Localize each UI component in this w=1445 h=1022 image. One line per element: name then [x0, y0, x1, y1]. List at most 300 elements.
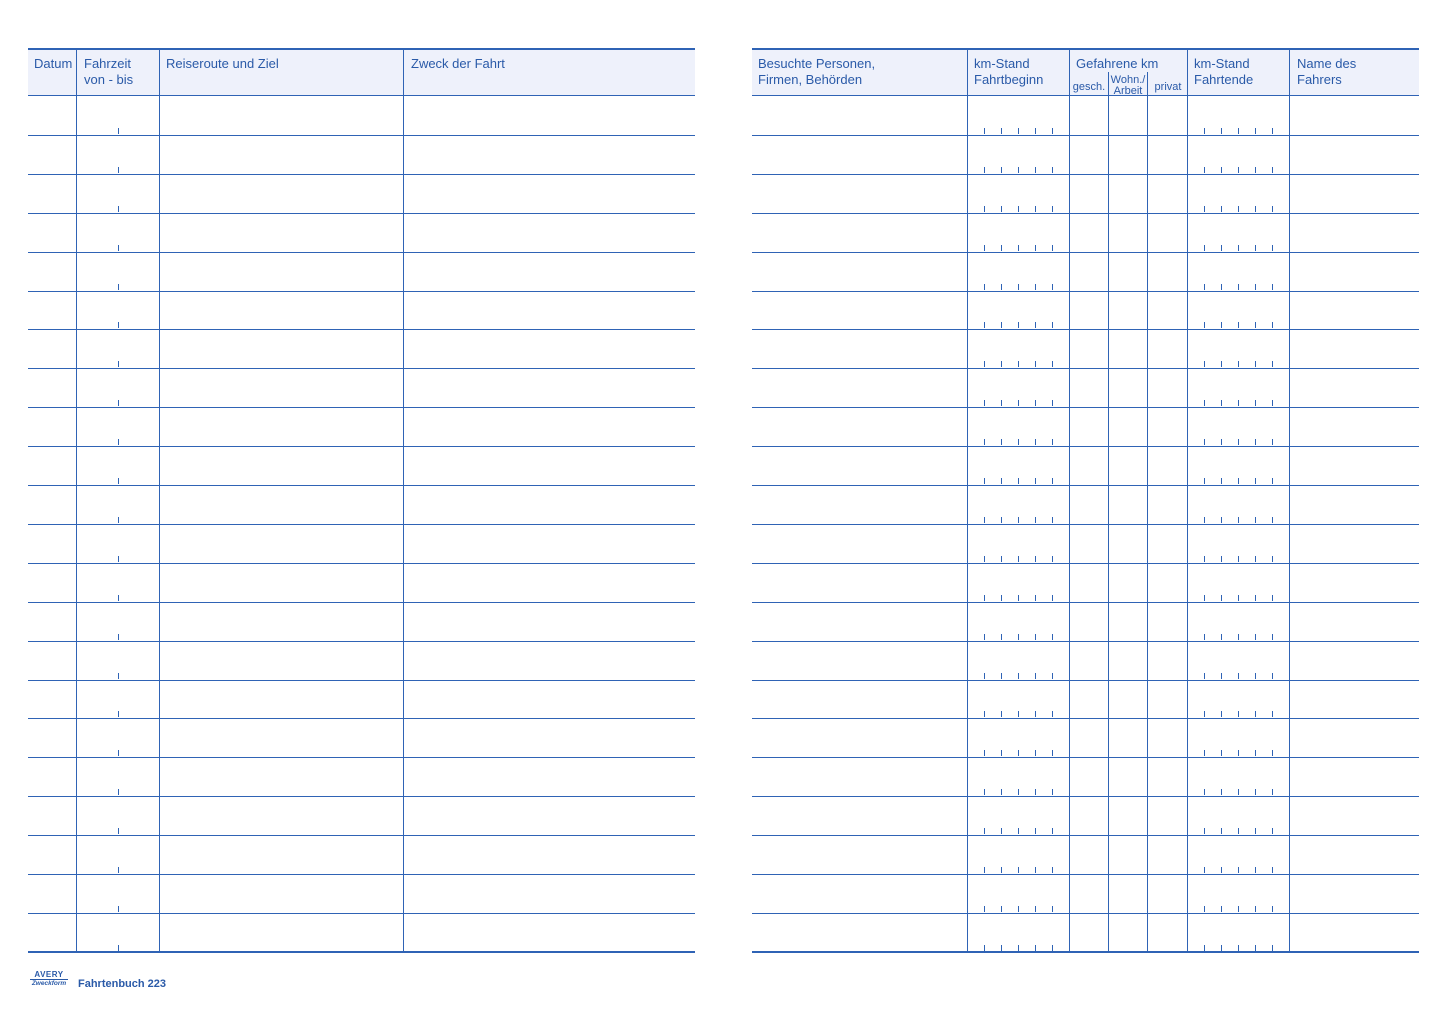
right-row-line [752, 718, 1419, 719]
km-ende-tick-mark [1255, 400, 1256, 406]
km-ende-tick-mark [1221, 711, 1222, 717]
km-ende-tick-mark [1204, 867, 1205, 873]
right-row-line [752, 135, 1419, 136]
km-ende-tick-mark [1238, 439, 1239, 445]
fahrzeit-tick-mark [118, 673, 119, 679]
km-beginn-tick-mark [1001, 595, 1002, 601]
km-ende-tick-mark [1255, 867, 1256, 873]
km-ende-tick-mark [1204, 361, 1205, 367]
right-column-divider [1069, 50, 1070, 952]
km-ende-tick-mark [1272, 361, 1273, 367]
left-row-line [28, 407, 695, 408]
km-beginn-tick-mark [1052, 595, 1053, 601]
right-row-line [752, 757, 1419, 758]
km-ende-tick-mark [1238, 595, 1239, 601]
km-ende-tick-mark [1221, 828, 1222, 834]
km-beginn-tick-mark [1018, 439, 1019, 445]
km-ende-tick-mark [1238, 906, 1239, 912]
km-ende-tick-mark [1204, 322, 1205, 328]
km-beginn-tick-mark [1035, 750, 1036, 756]
km-ende-tick-mark [1255, 673, 1256, 679]
right-row-line [752, 368, 1419, 369]
km-ende-tick-mark [1255, 595, 1256, 601]
km-beginn-tick-mark [1035, 867, 1036, 873]
right-column-divider [967, 50, 968, 952]
km-beginn-tick-mark [1001, 789, 1002, 795]
km-beginn-tick-mark [1052, 322, 1053, 328]
km-beginn-tick-mark [1001, 556, 1002, 562]
km-ende-tick-mark [1272, 167, 1273, 173]
km-ende-tick-mark [1204, 595, 1205, 601]
left-row-line [28, 524, 695, 525]
km-ende-tick-mark [1204, 945, 1205, 951]
right-row-line [752, 213, 1419, 214]
km-beginn-tick-mark [1001, 206, 1002, 212]
km-beginn-tick-mark [1035, 789, 1036, 795]
km-beginn-tick-mark [1018, 517, 1019, 523]
km-ende-tick-mark [1272, 673, 1273, 679]
left-row-line [28, 835, 695, 836]
km-beginn-tick-mark [984, 439, 985, 445]
km-beginn-tick-mark [1052, 711, 1053, 717]
left-table-header [28, 48, 695, 96]
km-beginn-tick-mark [1001, 361, 1002, 367]
km-beginn-tick-mark [1035, 711, 1036, 717]
km-beginn-tick-mark [984, 245, 985, 251]
km-beginn-tick-mark [1035, 284, 1036, 290]
avery-zweckform-logo: AVERY Zweckform [31, 970, 67, 987]
km-ende-tick-mark [1238, 867, 1239, 873]
km-beginn-tick-mark [1035, 206, 1036, 212]
header-zweck: Zweck der Fahrt [411, 56, 505, 71]
km-beginn-tick-mark [1035, 245, 1036, 251]
km-ende-tick-mark [1221, 322, 1222, 328]
left-row-line [28, 329, 695, 330]
km-beginn-tick-mark [1018, 750, 1019, 756]
fahrzeit-tick-mark [118, 828, 119, 834]
fahrzeit-tick-mark [118, 478, 119, 484]
km-beginn-tick-mark [1001, 750, 1002, 756]
km-ende-tick-mark [1255, 556, 1256, 562]
km-ende-tick-mark [1204, 517, 1205, 523]
km-beginn-tick-mark [1018, 284, 1019, 290]
fahrzeit-tick-mark [118, 634, 119, 640]
left-row-line [28, 135, 695, 136]
km-beginn-tick-mark [1035, 906, 1036, 912]
km-ende-tick-mark [1272, 322, 1273, 328]
km-ende-tick-mark [1255, 167, 1256, 173]
header-km-stand-beginn: km-Stand Fahrtbeginn [974, 56, 1044, 87]
km-beginn-tick-mark [1018, 167, 1019, 173]
km-beginn-tick-mark [1035, 400, 1036, 406]
km-beginn-tick-mark [984, 828, 985, 834]
km-beginn-tick-mark [984, 361, 985, 367]
km-ende-tick-mark [1272, 750, 1273, 756]
km-ende-tick-mark [1204, 245, 1205, 251]
header-besuchte-personen: Besuchte Personen, Firmen, Behörden [758, 56, 876, 87]
km-beginn-tick-mark [1018, 206, 1019, 212]
km-beginn-tick-mark [984, 945, 985, 951]
fahrzeit-tick-mark [118, 750, 119, 756]
km-ende-tick-mark [1255, 478, 1256, 484]
header-fahrzeit: Fahrzeit von - bis [84, 56, 134, 87]
header-name-fahrer: Name des Fahrers [1297, 56, 1357, 87]
km-beginn-tick-mark [1052, 828, 1053, 834]
km-ende-tick-mark [1238, 711, 1239, 717]
km-ende-tick-mark [1238, 517, 1239, 523]
km-ende-tick-mark [1221, 789, 1222, 795]
km-beginn-tick-mark [984, 789, 985, 795]
km-beginn-tick-mark [1001, 245, 1002, 251]
left-row-line [28, 252, 695, 253]
km-ende-tick-mark [1272, 789, 1273, 795]
km-ende-tick-mark [1255, 634, 1256, 640]
km-beginn-tick-mark [1001, 284, 1002, 290]
km-beginn-tick-mark [984, 634, 985, 640]
km-ende-tick-mark [1238, 400, 1239, 406]
km-beginn-tick-mark [1035, 634, 1036, 640]
km-beginn-tick-mark [1052, 906, 1053, 912]
km-ende-tick-mark [1204, 128, 1205, 134]
km-ende-tick-mark [1238, 322, 1239, 328]
km-beginn-tick-mark [984, 595, 985, 601]
left-row-line [28, 913, 695, 914]
km-ende-tick-mark [1255, 284, 1256, 290]
km-ende-tick-mark [1221, 517, 1222, 523]
km-ende-tick-mark [1238, 361, 1239, 367]
left-column-divider [403, 50, 404, 952]
fahrzeit-tick-mark [118, 789, 119, 795]
left-row-line [28, 291, 695, 292]
gefahrene-km-sub-column-divider [1108, 72, 1109, 952]
km-ende-tick-mark [1272, 595, 1273, 601]
km-beginn-tick-mark [984, 750, 985, 756]
km-beginn-tick-mark [1035, 361, 1036, 367]
km-ende-tick-mark [1272, 517, 1273, 523]
km-ende-tick-mark [1238, 206, 1239, 212]
km-beginn-tick-mark [1001, 711, 1002, 717]
left-column-divider [159, 50, 160, 952]
right-row-line [752, 174, 1419, 175]
km-beginn-tick-mark [1052, 400, 1053, 406]
left-row-line [28, 368, 695, 369]
header-sub-gesch: gesch. [1072, 81, 1106, 93]
km-beginn-tick-mark [1018, 945, 1019, 951]
km-ende-tick-mark [1238, 945, 1239, 951]
km-beginn-tick-mark [1052, 128, 1053, 134]
km-ende-tick-mark [1238, 478, 1239, 484]
km-ende-tick-mark [1238, 750, 1239, 756]
km-beginn-tick-mark [1035, 478, 1036, 484]
km-beginn-tick-mark [1035, 517, 1036, 523]
km-beginn-tick-mark [1052, 750, 1053, 756]
left-row-line [28, 680, 695, 681]
km-beginn-tick-mark [1018, 711, 1019, 717]
km-beginn-tick-mark [984, 284, 985, 290]
left-row-line [28, 757, 695, 758]
km-ende-tick-mark [1272, 828, 1273, 834]
km-beginn-tick-mark [1018, 789, 1019, 795]
header-reiseroute: Reiseroute und Ziel [166, 56, 279, 71]
km-beginn-tick-mark [1035, 322, 1036, 328]
left-row-line [28, 446, 695, 447]
km-ende-tick-mark [1238, 245, 1239, 251]
km-ende-tick-mark [1204, 906, 1205, 912]
header-sub-privat: privat [1154, 81, 1182, 93]
fahrzeit-tick-mark [118, 206, 119, 212]
km-ende-tick-mark [1255, 828, 1256, 834]
km-ende-tick-mark [1221, 867, 1222, 873]
km-ende-tick-mark [1204, 439, 1205, 445]
km-ende-tick-mark [1221, 439, 1222, 445]
fahrzeit-tick-mark [118, 711, 119, 717]
km-beginn-tick-mark [1001, 439, 1002, 445]
km-ende-tick-mark [1272, 400, 1273, 406]
km-beginn-tick-mark [984, 167, 985, 173]
km-beginn-tick-mark [1018, 400, 1019, 406]
km-beginn-tick-mark [1052, 245, 1053, 251]
km-beginn-tick-mark [1001, 400, 1002, 406]
km-ende-tick-mark [1204, 750, 1205, 756]
km-beginn-tick-mark [1052, 867, 1053, 873]
km-beginn-tick-mark [1052, 789, 1053, 795]
right-row-line [752, 874, 1419, 875]
header-datum: Datum [34, 56, 73, 71]
km-beginn-tick-mark [1035, 595, 1036, 601]
right-row-line [752, 407, 1419, 408]
km-ende-tick-mark [1204, 206, 1205, 212]
km-beginn-tick-mark [1052, 556, 1053, 562]
fahrzeit-tick-mark [118, 322, 119, 328]
km-ende-tick-mark [1238, 673, 1239, 679]
footer-title: Fahrtenbuch 223 [78, 978, 167, 990]
km-beginn-tick-mark [1035, 439, 1036, 445]
km-beginn-tick-mark [1052, 634, 1053, 640]
km-beginn-tick-mark [984, 478, 985, 484]
km-beginn-tick-mark [1001, 945, 1002, 951]
km-beginn-tick-mark [1018, 595, 1019, 601]
km-ende-tick-mark [1204, 828, 1205, 834]
right-row-line [752, 524, 1419, 525]
km-beginn-tick-mark [1035, 167, 1036, 173]
fahrzeit-tick-mark [118, 439, 119, 445]
km-ende-tick-mark [1204, 167, 1205, 173]
km-beginn-tick-mark [1035, 945, 1036, 951]
fahrzeit-tick-mark [118, 284, 119, 290]
km-beginn-tick-mark [1001, 517, 1002, 523]
km-ende-tick-mark [1272, 945, 1273, 951]
km-ende-tick-mark [1238, 828, 1239, 834]
km-ende-tick-mark [1238, 556, 1239, 562]
km-beginn-tick-mark [1018, 673, 1019, 679]
km-ende-tick-mark [1255, 789, 1256, 795]
km-beginn-tick-mark [1018, 634, 1019, 640]
km-ende-tick-mark [1272, 128, 1273, 134]
km-beginn-tick-mark [1001, 128, 1002, 134]
right-row-line [752, 680, 1419, 681]
km-ende-tick-mark [1272, 284, 1273, 290]
fahrzeit-tick-mark [118, 906, 119, 912]
km-beginn-tick-mark [1035, 828, 1036, 834]
fahrzeit-tick-mark [118, 128, 119, 134]
km-beginn-tick-mark [984, 322, 985, 328]
km-beginn-tick-mark [1001, 673, 1002, 679]
km-ende-tick-mark [1221, 400, 1222, 406]
km-beginn-tick-mark [1001, 867, 1002, 873]
km-beginn-tick-mark [1018, 361, 1019, 367]
fahrzeit-tick-mark [118, 867, 119, 873]
km-beginn-tick-mark [984, 517, 985, 523]
km-ende-tick-mark [1255, 439, 1256, 445]
left-table-rows [28, 96, 695, 952]
km-ende-tick-mark [1221, 361, 1222, 367]
km-ende-tick-mark [1204, 400, 1205, 406]
km-ende-tick-mark [1238, 167, 1239, 173]
km-ende-tick-mark [1272, 206, 1273, 212]
fahrzeit-tick-mark [118, 517, 119, 523]
km-ende-tick-mark [1272, 556, 1273, 562]
km-ende-tick-mark [1221, 284, 1222, 290]
header-gefahrene-km: Gefahrene km [1076, 56, 1159, 71]
km-beginn-tick-mark [1052, 673, 1053, 679]
km-ende-tick-mark [1221, 750, 1222, 756]
km-ende-tick-mark [1255, 906, 1256, 912]
left-row-line [28, 485, 695, 486]
km-ende-tick-mark [1255, 517, 1256, 523]
header-sub-wohn-arbeit: Wohn./ Arbeit [1110, 74, 1146, 97]
right-row-line [752, 446, 1419, 447]
right-row-line [752, 485, 1419, 486]
km-ende-tick-mark [1221, 206, 1222, 212]
km-beginn-tick-mark [1035, 673, 1036, 679]
left-row-line [28, 718, 695, 719]
km-beginn-tick-mark [984, 206, 985, 212]
km-beginn-tick-mark [1052, 284, 1053, 290]
km-beginn-tick-mark [1001, 634, 1002, 640]
km-ende-tick-mark [1272, 439, 1273, 445]
right-page-table [752, 48, 1419, 952]
km-ende-tick-mark [1255, 322, 1256, 328]
right-row-line [752, 913, 1419, 914]
km-ende-tick-mark [1204, 634, 1205, 640]
km-ende-tick-mark [1204, 556, 1205, 562]
gefahrene-km-sub-column-divider [1147, 72, 1148, 952]
km-beginn-tick-mark [1001, 322, 1002, 328]
km-ende-tick-mark [1272, 478, 1273, 484]
km-ende-tick-mark [1238, 789, 1239, 795]
km-beginn-tick-mark [1018, 128, 1019, 134]
km-ende-tick-mark [1238, 284, 1239, 290]
km-beginn-tick-mark [1018, 828, 1019, 834]
left-row-line [28, 641, 695, 642]
right-row-line [752, 291, 1419, 292]
km-beginn-tick-mark [1018, 322, 1019, 328]
left-row-line [28, 213, 695, 214]
right-table-rows [752, 96, 1419, 952]
right-column-divider [1289, 50, 1290, 952]
km-ende-tick-mark [1221, 556, 1222, 562]
km-beginn-tick-mark [984, 128, 985, 134]
km-beginn-tick-mark [984, 673, 985, 679]
km-ende-tick-mark [1204, 284, 1205, 290]
left-page-table [28, 48, 695, 952]
km-beginn-tick-mark [1018, 867, 1019, 873]
km-beginn-tick-mark [1001, 828, 1002, 834]
km-ende-tick-mark [1255, 945, 1256, 951]
km-beginn-tick-mark [1001, 906, 1002, 912]
km-ende-tick-mark [1204, 673, 1205, 679]
km-beginn-tick-mark [1052, 206, 1053, 212]
km-beginn-tick-mark [1018, 478, 1019, 484]
fahrzeit-tick-mark [118, 245, 119, 251]
km-beginn-tick-mark [1001, 167, 1002, 173]
right-row-line [752, 563, 1419, 564]
fahrzeit-tick-mark [118, 556, 119, 562]
km-ende-tick-mark [1221, 945, 1222, 951]
right-row-line [752, 602, 1419, 603]
km-ende-tick-mark [1221, 634, 1222, 640]
km-ende-tick-mark [1238, 634, 1239, 640]
right-table-header [752, 48, 1419, 96]
km-beginn-tick-mark [1001, 478, 1002, 484]
km-ende-tick-mark [1204, 478, 1205, 484]
km-beginn-tick-mark [984, 867, 985, 873]
km-ende-tick-mark [1221, 595, 1222, 601]
km-ende-tick-mark [1221, 167, 1222, 173]
km-ende-tick-mark [1272, 867, 1273, 873]
km-beginn-tick-mark [984, 711, 985, 717]
left-row-line [28, 174, 695, 175]
left-column-divider [76, 50, 77, 952]
fahrzeit-tick-mark [118, 361, 119, 367]
km-beginn-tick-mark [1018, 245, 1019, 251]
km-ende-tick-mark [1221, 245, 1222, 251]
km-beginn-tick-mark [1035, 556, 1036, 562]
km-ende-tick-mark [1272, 245, 1273, 251]
right-row-line [752, 951, 1419, 953]
km-ende-tick-mark [1204, 789, 1205, 795]
km-beginn-tick-mark [1052, 478, 1053, 484]
km-beginn-tick-mark [1052, 439, 1053, 445]
fahrzeit-tick-mark [118, 400, 119, 406]
km-ende-tick-mark [1255, 361, 1256, 367]
km-ende-tick-mark [1221, 128, 1222, 134]
km-ende-tick-mark [1221, 673, 1222, 679]
km-beginn-tick-mark [1052, 945, 1053, 951]
km-ende-tick-mark [1238, 128, 1239, 134]
header-km-stand-ende: km-Stand Fahrtende [1194, 56, 1254, 87]
km-ende-tick-mark [1255, 206, 1256, 212]
left-row-line [28, 951, 695, 953]
right-row-line [752, 796, 1419, 797]
km-ende-tick-mark [1255, 750, 1256, 756]
km-ende-tick-mark [1272, 634, 1273, 640]
km-beginn-tick-mark [984, 400, 985, 406]
fahrzeit-tick-mark [118, 945, 119, 951]
right-row-line [752, 252, 1419, 253]
km-ende-tick-mark [1221, 478, 1222, 484]
left-row-line [28, 796, 695, 797]
right-row-line [752, 329, 1419, 330]
right-column-divider [1187, 50, 1188, 952]
km-beginn-tick-mark [984, 906, 985, 912]
km-ende-tick-mark [1272, 711, 1273, 717]
left-row-line [28, 563, 695, 564]
left-row-line [28, 874, 695, 875]
km-beginn-tick-mark [984, 556, 985, 562]
right-row-line [752, 835, 1419, 836]
right-row-line [752, 641, 1419, 642]
